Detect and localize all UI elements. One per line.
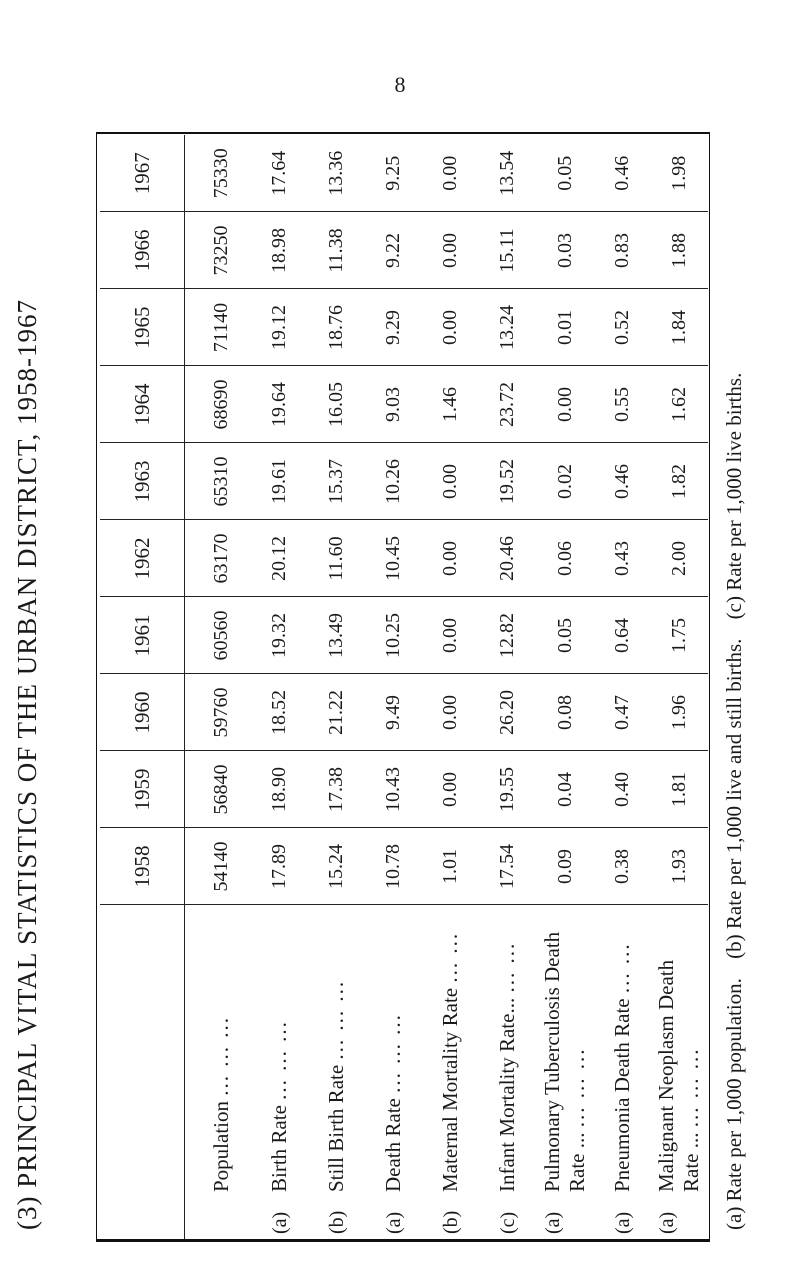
row-label-leader: ... ...: [438, 931, 463, 983]
table-cell: 60560: [185, 597, 251, 674]
table-row: [185, 135, 251, 1240]
table-cell: 17.38: [308, 751, 365, 828]
table-cell: 1.81: [651, 751, 708, 828]
year-header-row: [100, 135, 185, 1240]
table-cell: 15.37: [308, 443, 365, 520]
table-body: [185, 135, 709, 1240]
row-label: [594, 905, 651, 1240]
table-cell: 1.46: [422, 366, 479, 443]
row-label-prefix: (c): [497, 1211, 520, 1234]
row-label: [422, 905, 479, 1240]
table-cell: 54140: [185, 828, 251, 905]
label-header: [100, 905, 185, 1240]
year-header: 1958: [100, 828, 185, 905]
row-label-text: Still Birth Rate: [324, 1064, 349, 1192]
row-label-text: Death Rate: [381, 1098, 406, 1192]
table-cell: 19.64: [251, 366, 308, 443]
row-label-prefix: (a): [656, 1211, 679, 1234]
row-label-leader: ... ... ...: [381, 1013, 406, 1093]
table-cell: 0.01: [537, 289, 594, 366]
footnote-a: (a) Rate per 1,000 population.: [722, 978, 746, 1230]
row-label-text: Infant Mortality Rate...: [495, 997, 520, 1192]
row-label-text: Pneumonia Death Rate: [609, 998, 634, 1192]
table-cell: 0.04: [537, 751, 594, 828]
table-cell: 1.84: [651, 289, 708, 366]
table-cell: 18.52: [251, 674, 308, 751]
table-cell: 16.05: [308, 366, 365, 443]
table-cell: 18.76: [308, 289, 365, 366]
table-cell: 65310: [185, 443, 251, 520]
table-cell: 0.00: [422, 443, 479, 520]
table-cell: 0.00: [422, 751, 479, 828]
table-cell: 0.05: [537, 135, 594, 212]
table-cell: 13.24: [479, 289, 536, 366]
table-cell: 1.62: [651, 366, 708, 443]
table-cell: 26.20: [479, 674, 536, 751]
table-heading: (3) PRINCIPAL VITAL STATISTICS OF THE URBAN DISTRICT, 1958-1967: [12, 299, 42, 1230]
table-cell: 73250: [185, 212, 251, 289]
year-header: 1964: [100, 366, 185, 443]
page-number: 8: [394, 72, 406, 97]
table-cell: 17.64: [251, 135, 308, 212]
table-cell: 20.46: [479, 520, 536, 597]
table-cell: 9.22: [365, 212, 422, 289]
table-cell: 59760: [185, 674, 251, 751]
table-cell: 0.00: [422, 597, 479, 674]
rotated-table-page: [0, 30, 800, 1250]
table-cell: 10.43: [365, 751, 422, 828]
table-cell: 13.36: [308, 135, 365, 212]
year-header: 1963: [100, 443, 185, 520]
table-cell: 0.00: [422, 212, 479, 289]
table-cell: 9.25: [365, 135, 422, 212]
row-label: [308, 905, 365, 1240]
row-label-leader: ... ...: [609, 942, 634, 994]
table-cell: 18.98: [251, 212, 308, 289]
row-label: [479, 905, 536, 1240]
table-cell: 9.29: [365, 289, 422, 366]
table-row: [537, 135, 594, 1240]
table-cell: 17.54: [479, 828, 536, 905]
table-cell: 13.54: [479, 135, 536, 212]
table-cell: 10.25: [365, 597, 422, 674]
row-label-text: Population: [209, 1100, 234, 1192]
row-label-text: Maternal Mortality Rate: [438, 987, 463, 1192]
table-cell: 63170: [185, 520, 251, 597]
table-cell: 0.83: [594, 212, 651, 289]
row-label-prefix: (a): [611, 1211, 634, 1234]
row-label-prefix: (a): [542, 1211, 565, 1234]
footnote-c: (c) Rate per 1,000 live births.: [722, 372, 746, 620]
row-label-prefix: (b): [326, 1210, 349, 1234]
table-cell: 0.00: [537, 366, 594, 443]
table-row: [251, 135, 308, 1240]
row-label-text-continued: Rate ...: [679, 1132, 704, 1192]
table-cell: 10.26: [365, 443, 422, 520]
table-cell: 0.06: [537, 520, 594, 597]
table-cell: 0.40: [594, 751, 651, 828]
table-cell: 19.12: [251, 289, 308, 366]
row-label-leader: ... ... ...: [209, 1015, 234, 1096]
table-cell: 0.00: [422, 289, 479, 366]
table-row: [651, 135, 708, 1240]
table-cell: 9.03: [365, 366, 422, 443]
year-header: 1962: [100, 520, 185, 597]
row-label: [251, 905, 308, 1240]
row-label-prefix: (b): [440, 1210, 463, 1234]
row-label-prefix: (a): [268, 1211, 291, 1234]
table-cell: 19.52: [479, 443, 536, 520]
table-cell: 0.03: [537, 212, 594, 289]
table-cell: 15.11: [479, 212, 536, 289]
table-cell: 68690: [185, 366, 251, 443]
table-cell: 23.72: [479, 366, 536, 443]
table-cell: 0.46: [594, 135, 651, 212]
table-cell: 0.55: [594, 366, 651, 443]
table-cell: 0.52: [594, 289, 651, 366]
table-cell: 0.08: [537, 674, 594, 751]
table-cell: 11.60: [308, 520, 365, 597]
table-row: [308, 135, 365, 1240]
table-cell: 12.82: [479, 597, 536, 674]
table-cell: 71140: [185, 289, 251, 366]
table-cell: 0.02: [537, 443, 594, 520]
row-label-prefix: (a): [383, 1211, 406, 1234]
table-row: [365, 135, 422, 1240]
table-cell: 75330: [185, 135, 251, 212]
table-cell: 1.93: [651, 828, 708, 905]
table-row: [422, 135, 479, 1240]
table-cell: 1.82: [651, 443, 708, 520]
row-label: [185, 905, 251, 1240]
table-cell: 0.00: [422, 520, 479, 597]
year-header: 1960: [100, 674, 185, 751]
table-cell: 0.64: [594, 597, 651, 674]
year-header: 1967: [100, 135, 185, 212]
table-cell: 19.32: [251, 597, 308, 674]
footnotes: [722, 50, 747, 1230]
table-cell: 19.61: [251, 443, 308, 520]
table-cell: 0.46: [594, 443, 651, 520]
year-header: 1959: [100, 751, 185, 828]
footnote-b: (b) Rate per 1,000 live and still births.: [722, 638, 746, 959]
table-row: [479, 135, 536, 1240]
row-label-text: Malignant Neoplasm Death: [654, 959, 679, 1192]
row-label-leader: ... ...: [495, 941, 520, 993]
year-header: 1966: [100, 212, 185, 289]
row-label-leader: ... ... ...: [679, 1047, 704, 1128]
row-label-leader: ... ... ...: [324, 979, 349, 1060]
table-cell: 1.98: [651, 135, 708, 212]
table-cell: 2.00: [651, 520, 708, 597]
table-cell: 10.45: [365, 520, 422, 597]
vital-statistics-table: [100, 135, 708, 1240]
table-cell: 56840: [185, 751, 251, 828]
table-cell: 0.05: [537, 597, 594, 674]
year-header: 1965: [100, 289, 185, 366]
row-label: [651, 905, 708, 1240]
table-cell: 0.00: [422, 674, 479, 751]
table-cell: 0.43: [594, 520, 651, 597]
row-label-text: Birth Rate: [266, 1105, 291, 1192]
table-cell: 19.55: [479, 751, 536, 828]
table-cell: 20.12: [251, 520, 308, 597]
table-cell: 18.90: [251, 751, 308, 828]
table-cell: 21.22: [308, 674, 365, 751]
table-cell: 10.78: [365, 828, 422, 905]
table-cell: 11.38: [308, 212, 365, 289]
table-cell: 15.24: [308, 828, 365, 905]
row-label: [365, 905, 422, 1240]
table-cell: 1.96: [651, 674, 708, 751]
row-label-leader: ... ... ...: [266, 1020, 291, 1100]
row-label-text: Pulmonary Tuberculosis Death: [540, 931, 565, 1192]
table-cell: 1.75: [651, 597, 708, 674]
row-label: [537, 905, 594, 1240]
table-cell: 9.49: [365, 674, 422, 751]
table-cell: 0.00: [422, 135, 479, 212]
table-cell: 1.01: [422, 828, 479, 905]
table-cell: 17.89: [251, 828, 308, 905]
row-label-leader: ... ... ...: [565, 1047, 590, 1128]
row-label-text-continued: Rate ...: [565, 1132, 590, 1192]
year-header: 1961: [100, 597, 185, 674]
table-cell: 0.09: [537, 828, 594, 905]
table-cell: 0.47: [594, 674, 651, 751]
table-cell: 0.38: [594, 828, 651, 905]
table-cell: 13.49: [308, 597, 365, 674]
table-cell: 1.88: [651, 212, 708, 289]
table-row: [594, 135, 651, 1240]
